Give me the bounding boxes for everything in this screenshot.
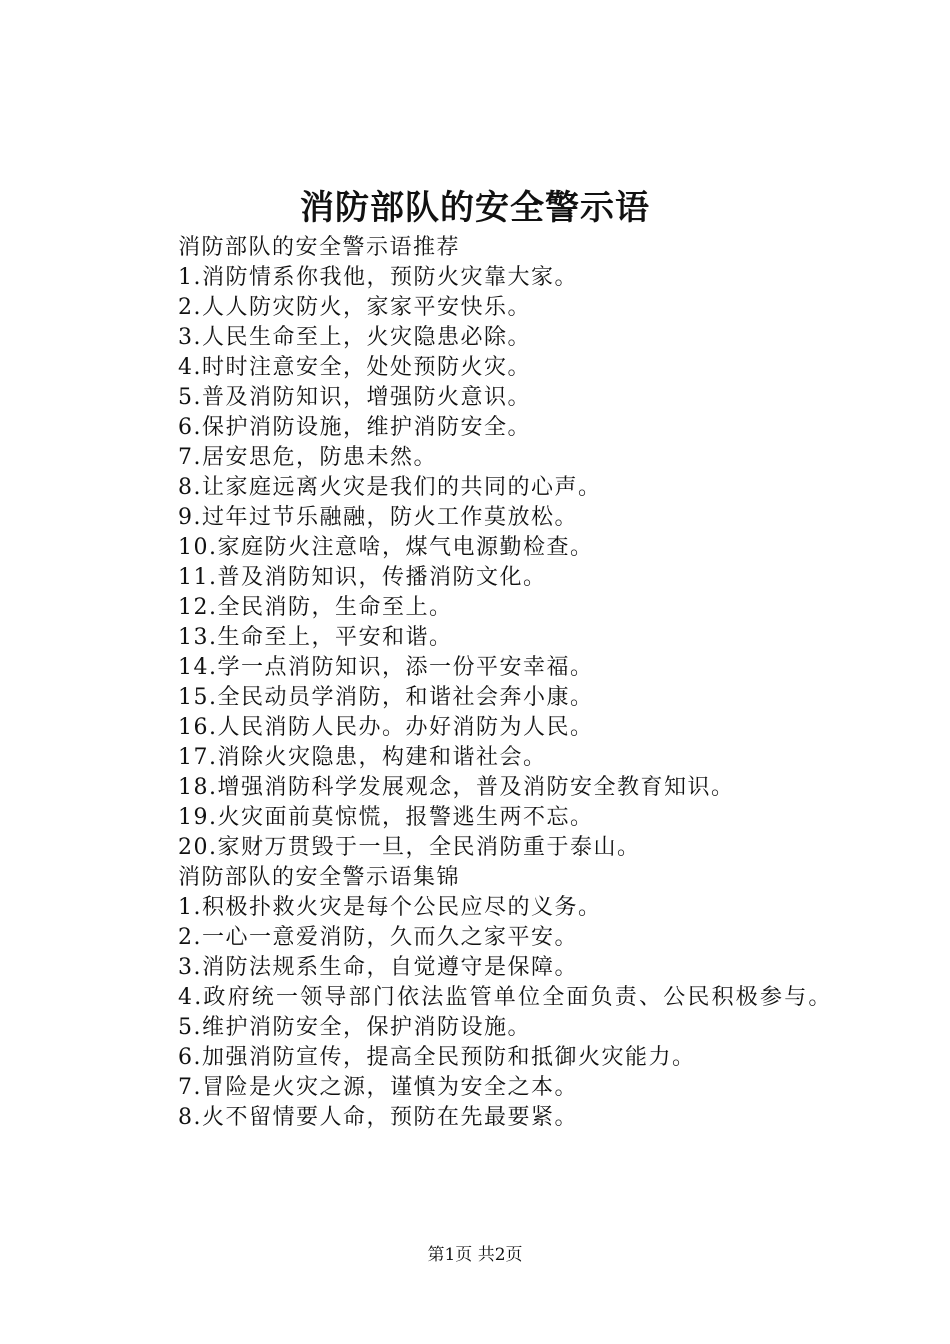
text-line: 5.普及消防知识，增强防火意识。 (178, 385, 531, 410)
document-title: 消防部队的安全警示语 (300, 188, 650, 228)
document-body (128, 233, 843, 1133)
text-line: 1.积极扑救火灾是每个公民应尽的义务。 (178, 895, 602, 920)
page-footer: 第1页 共2页 (427, 1245, 523, 1265)
text-line: 20.家财万贯毁于一旦，全民消防重于泰山。 (178, 835, 641, 860)
text-line: 12.全民消防，生命至上。 (178, 595, 453, 620)
text-line: 3.人民生命至上，火灾隐患必除。 (178, 325, 531, 350)
text-line: 1.消防情系你我他，预防火灾靠大家。 (178, 265, 578, 290)
text-line: 16.人民消防人民办。办好消防为人民。 (178, 715, 594, 740)
text-line: 19.火灾面前莫惊慌，报警逃生两不忘。 (178, 805, 594, 830)
text-line: 2.一心一意爱消防，久而久之家平安。 (178, 925, 578, 950)
text-line: 7.居安思危，防患未然。 (178, 445, 437, 470)
text-line: 11.普及消防知识，传播消防文化。 (178, 565, 547, 590)
text-line: 消防部队的安全警示语推荐 (178, 235, 461, 260)
text-line: 5.维护消防安全，保护消防设施。 (178, 1015, 531, 1040)
text-line: 6.加强消防宣传，提高全民预防和抵御火灾能力。 (178, 1045, 696, 1070)
text-line: 10.家庭防火注意啥，煤气电源勤检查。 (178, 535, 594, 560)
text-line: 2.人人防灾防火，家家平安快乐。 (178, 295, 531, 320)
text-line: 14.学一点消防知识，添一份平安幸福。 (178, 655, 594, 680)
text-line: 3.消防法规系生命，自觉遵守是保障。 (178, 955, 578, 980)
text-line: 4.时时注意安全，处处预防火灾。 (178, 355, 531, 380)
text-line: 4.政府统一领导部门依法监管单位全面负责、公民积极参与。 (178, 985, 833, 1010)
text-line: 18.增强消防科学发展观念，普及消防安全教育知识。 (178, 775, 735, 800)
text-line: 8.让家庭远离火灾是我们的共同的心声。 (178, 475, 602, 500)
text-line: 7.冒险是火灾之源，谨慎为安全之本。 (178, 1075, 578, 1100)
text-line: 15.全民动员学消防，和谐社会奔小康。 (178, 685, 594, 710)
text-line: 17.消除火灾隐患，构建和谐社会。 (178, 745, 547, 770)
text-line: 13.生命至上，平安和谐。 (178, 625, 453, 650)
text-line: 消防部队的安全警示语集锦 (178, 865, 461, 890)
text-line: 6.保护消防设施，维护消防安全。 (178, 415, 531, 440)
text-line: 9.过年过节乐融融，防火工作莫放松。 (178, 505, 578, 530)
text-line: 8.火不留情要人命，预防在先最要紧。 (178, 1105, 578, 1130)
